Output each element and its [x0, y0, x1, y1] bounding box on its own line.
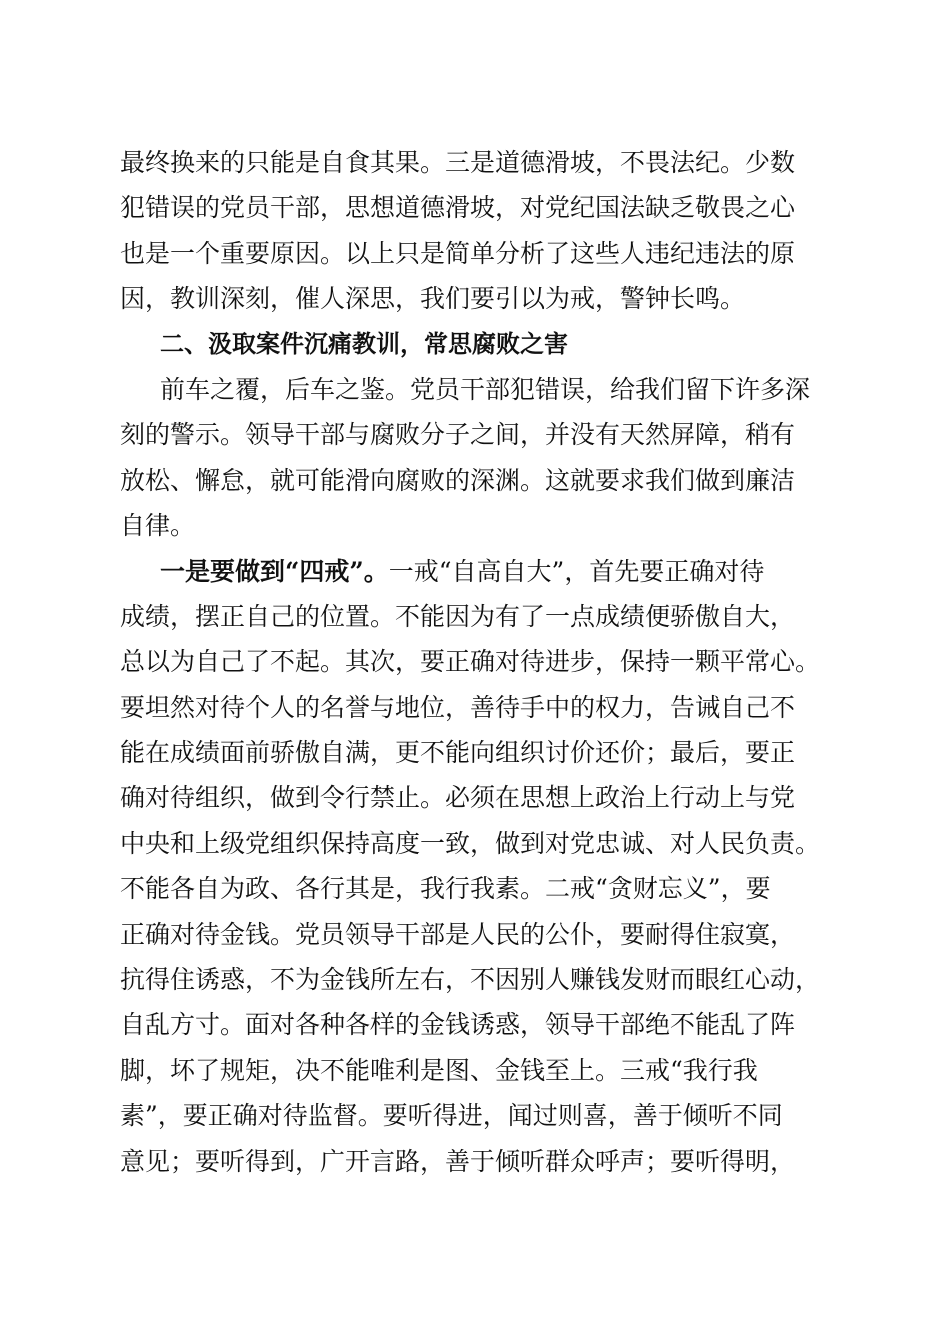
text-line: 脚，坏了规矩，决不能唯利是图、金钱至上。三戒“我行我	[120, 1055, 758, 1085]
text-line: 自律。	[120, 511, 196, 541]
text-line: 刻的警示。领导干部与腐败分子之间，并没有天然屏障，稍有	[120, 420, 796, 450]
text-line: 犯错误的党员干部，思想道德滑坡，对党纪国法缺乏敬畏之心	[120, 193, 796, 223]
text-line: 要坦然对待个人的名誉与地位，善待手中的权力，告诫自己不	[120, 692, 796, 722]
text-line: 确对待组织，做到令行禁止。必须在思想上政治上行动上与党	[120, 783, 796, 813]
text-inline: 一戒“自高自大”，首先要正确对待	[388, 556, 765, 586]
text-line: 总以为自己了不起。其次，要正确对待进步，保持一颗平常心。	[120, 647, 821, 677]
text-line: 成绩，摆正自己的位置。不能因为有了一点成绩便骄傲自大，	[120, 601, 796, 631]
paragraph-first-line: 前车之覆，后车之鉴。党员干部犯错误，给我们留下许多深	[160, 374, 811, 404]
section-heading: 二、汲取案件沉痛教训，常思腐败之害	[160, 329, 568, 358]
text-line: 因，教训深刻，催人深思，我们要引以为戒，警钟长鸣。	[120, 284, 746, 314]
text-line: 也是一个重要原因。以上只是简单分析了这些人违纪违法的原	[120, 238, 796, 268]
paragraph-first-line	[120, 549, 840, 594]
subheading-inline: 一是要做到“四戒”。	[160, 556, 389, 586]
body-text	[120, 140, 840, 1184]
text-line: 中央和上级党组织保持高度一致，做到对党忠诚、对人民负责。	[120, 828, 821, 858]
text-line: 自乱方寸。面对各种各样的金钱诱惑，领导干部绝不能乱了阵	[120, 1010, 796, 1040]
text-line: 素”，要正确对待监督。要听得进，闻过则喜，善于倾听不同	[120, 1101, 783, 1131]
text-line: 正确对待金钱。党员领导干部是人民的公仆，要耐得住寂寞，	[120, 919, 796, 949]
text-line: 不能各自为政、各行其是，我行我素。二戒“贪财忘义”，要	[120, 874, 771, 904]
text-line: 放松、懈怠，就可能滑向腐败的深渊。这就要求我们做到廉洁	[120, 465, 796, 495]
text-line: 最终换来的只能是自食其果。三是道德滑坡，不畏法纪。少数	[120, 148, 796, 177]
text-line: 抗得住诱惑，不为金钱所左右，不因别人赚钱发财而眼红心动，	[120, 965, 821, 995]
text-line: 意见；要听得到，广开言路，善于倾听群众呼声；要听得明，	[120, 1146, 796, 1176]
text-line: 能在成绩面前骄傲自满，更不能向组织讨价还价；最后，要正	[120, 738, 796, 768]
